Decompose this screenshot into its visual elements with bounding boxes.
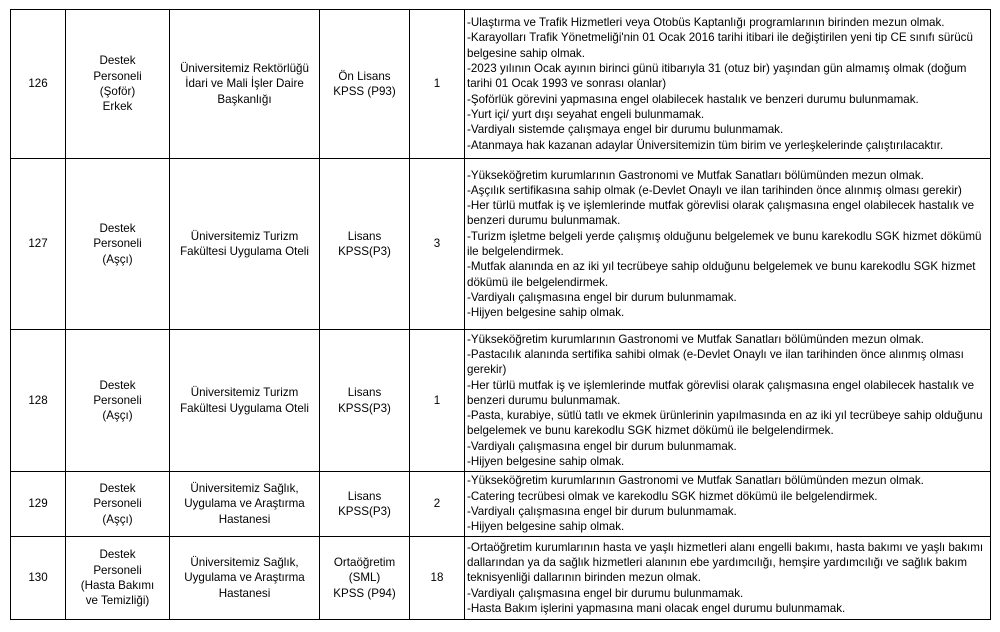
unit-cell [170,330,320,472]
education-cell [320,330,410,472]
position-line: Personeli [93,237,142,251]
count-cell: 2 [410,472,465,537]
unit-line: İdari ve Mali İşler Daire [185,77,304,91]
requirement-item: -Yükseköğretim kurumlarının Gastronomi ve Mutfak Sanatları bölümünden mezun olmak. [467,168,924,182]
requirement-item: -Karayolları Trafik Yönetmeliği'nin 01 Ocak 2016 tarihi itibari ile değiştirilen yeni tip CE sınıfı sürücü belgesine sahip olmak. [467,31,973,60]
table-row [11,10,991,159]
position-line: Destek [99,548,136,562]
position-line: Destek [99,378,136,392]
requirement-item: -Vardiyalı çalışmasına engel bir durum bulunmamak. [467,290,737,304]
unit-line: Uygulama ve Araştırma [184,571,305,585]
table-body [11,10,991,620]
count-cell: 1 [410,330,465,472]
requirement-item: -Her türlü mutfak iş ve işlemlerinde mutfak görevlisi olarak çalışmasına engel olabilecek hastalık ve benzeri durumu bulunmamak. [467,378,975,407]
requirement-item: -Atanmaya hak kazanan adaylar Üniversitemizin tüm birim ve yerleşkelerinde çalıştırılacaktır. [467,138,944,152]
count-cell: 3 [410,159,465,330]
unit-line: Hastanesi [218,586,271,600]
education-line: KPSS (P94) [333,586,396,600]
unit-line: Üniversitemiz Turizm [190,386,299,400]
education-cell [320,537,410,620]
position-cell [66,10,170,159]
position-line: (Şoför) [99,85,136,98]
requirement-item: -Hijyen belgesine sahip olmak. [467,455,625,469]
row-number-cell: 130 [11,537,66,620]
requirement-item: -Yurt içi/ yurt dışı seyahat engeli bulunmamak. [467,107,705,121]
table-row [11,537,991,620]
requirement-item: -Vardiyalı çalışmasına engel bir durumu bulunmamak. [467,586,744,600]
requirement-item: -Yükseköğretim kurumlarının Gastronomi ve Mutfak Sanatları bölümünden mezun olmak. [467,474,924,488]
count-cell: 1 [410,10,465,159]
requirements-cell [465,537,991,620]
position-cell [66,330,170,472]
position-line: Erkek [102,100,133,114]
position-line: Personeli [93,393,142,407]
unit-line: Fakültesi Uygulama Oteli [180,401,309,415]
position-line: (Aşçı) [102,409,133,423]
education-line: Lisans [347,229,382,243]
table-row [11,472,991,537]
requirement-item: -Hasta Bakım işlerini yapmasına mani olacak engel durumu bulunmamak. [467,601,846,615]
requirement-item: -Vardiyalı çalışmasına engel bir durum bulunmamak. [467,505,737,518]
education-line: KPSS(P3) [338,401,391,415]
requirement-item: -Pastacılık alanında sertifika sahibi olmak (e-Devlet Onaylı ve ilan tarihinden önce alınmış olması gerekir) [467,347,964,377]
position-cell [66,472,170,537]
unit-line: Üniversitemiz Sağlık, [190,482,299,496]
requirements-cell [465,159,991,330]
position-line: (Hasta Bakımı [80,579,155,592]
requirement-item: -Mutfak alanında en az iki yıl tecrübeye sahip olduğunu belgelemek ve bunu karekodlu SGK hizmet dökümü ile belgelendirmek. [467,260,976,289]
requirement-item: -Vardiyalı sistemde çalışmaya engel bir durumu bulunmamak. [467,123,784,137]
education-cell [320,472,410,537]
positions-table [10,9,991,620]
education-line: Lisans [347,386,382,400]
education-cell [320,10,410,159]
requirement-item: -Catering tecrübesi olmak ve karekodlu SGK hizmet dökümü ile belgelendirmek. [467,489,878,503]
row-number-cell: 129 [11,472,66,537]
row-number-cell: 128 [11,330,66,472]
unit-cell [170,472,320,537]
position-line: (Aşçı) [102,252,133,266]
count-cell: 18 [410,537,465,620]
position-line: Destek [99,54,136,68]
position-line: (Aşçı) [102,512,133,526]
position-line: ve Temizliği) [85,594,150,608]
education-line: KPSS(P3) [338,245,391,258]
unit-cell [170,537,320,620]
requirement-item: -Turizm işletme belgeli yerde çalışmış olduğunu belgelemek ve bunu karekodlu SGK hizmet dökümü ile belgelendirmek. [467,229,982,258]
requirement-item: -Hijyen belgesine sahip olmak. [467,520,625,534]
requirements-cell [465,10,991,159]
education-cell [320,159,410,330]
requirement-item: -2023 yılının Ocak ayının birinci günü itibarıyla 31 (otuz bir) yaşından gün almamış olmak (doğum tarihi 01 Ocak 1993 ve sonrası olanlar) [467,62,967,91]
row-number-cell: 126 [11,10,66,159]
unit-cell [170,159,320,330]
requirement-item: -Vardiyalı çalışmasına engel bir durum bulunmamak. [467,439,737,453]
table-row [11,159,991,330]
requirement-item: -Yükseköğretim kurumlarının Gastronomi ve Mutfak Sanatları bölümünden mezun olmak. [467,332,924,346]
position-line: Personeli [93,497,142,511]
position-line: Destek [99,482,136,496]
position-line: Destek [99,222,136,236]
unit-line: Başkanlığı [217,92,272,106]
education-line: KPSS(P3) [338,505,391,518]
requirements-cell [465,472,991,537]
requirement-item: -Her türlü mutfak iş ve işlemlerinde mutfak görevlisi olarak çalışmasına engel olabilecek hastalık ve benzeri durumu bulunmamak. [467,199,975,228]
position-cell [66,159,170,330]
requirements-cell [465,330,991,472]
unit-line: Üniversitemiz Sağlık, [190,556,299,570]
unit-line: Üniversitemiz Turizm [190,229,299,243]
education-line: Ortaöğretim [333,556,396,570]
requirement-item: -Ulaştırma ve Trafik Hizmetleri veya Otobüs Kaptanlığı programlarının birinden mezun olmak. [467,16,945,30]
requirement-item: -Hijyen belgesine sahip olmak. [467,306,625,320]
education-line: Ön Lisans [338,69,391,83]
row-number-cell: 127 [11,159,66,330]
requirement-item: -Şoförlük görevini yapmasına engel olabilecek hastalık ve benzeri durumu bulunmamak. [467,92,919,106]
position-line: Personeli [93,563,142,577]
unit-line: Uygulama ve Araştırma [184,497,305,511]
requirement-item: -Aşçılık sertifikasına sahip olmak (e-Devlet Onaylı ve ilan tarihinden önce alınmış olması gerekir) [467,183,962,197]
education-line: KPSS (P93) [333,85,396,98]
education-line: (SML) [348,571,381,585]
unit-line: Hastanesi [218,512,271,526]
position-line: Personeli [93,69,142,83]
table-row [11,330,991,472]
unit-cell [170,10,320,159]
unit-line: Fakültesi Uygulama Oteli [180,245,309,258]
education-line: Lisans [347,489,382,503]
requirement-item: -Pasta, kurabiye, sütlü tatlı ve ekmek ürünlerinin yapılmasında en az iki yıl tecrübeye sahip olduğunu belgelemek ve bunu karekodlu SGK hizmet dökümü ile belgelendirmek. [467,409,983,438]
requirement-item: -Ortaöğretim kurumlarının hasta ve yaşlı hizmetleri alanı engelli bakımı, hasta bakımı ve yaşlı bakımı dallarından ya da sağlık hizmetleri alanının ebe yardımcılığı, hemşire yardımcılığı ve sağlık bakım teknisyenliği dallarının birinden mezun olmak. [467,540,984,585]
unit-line: Üniversitemiz Rektörlüğü [180,62,309,76]
position-cell [66,537,170,620]
